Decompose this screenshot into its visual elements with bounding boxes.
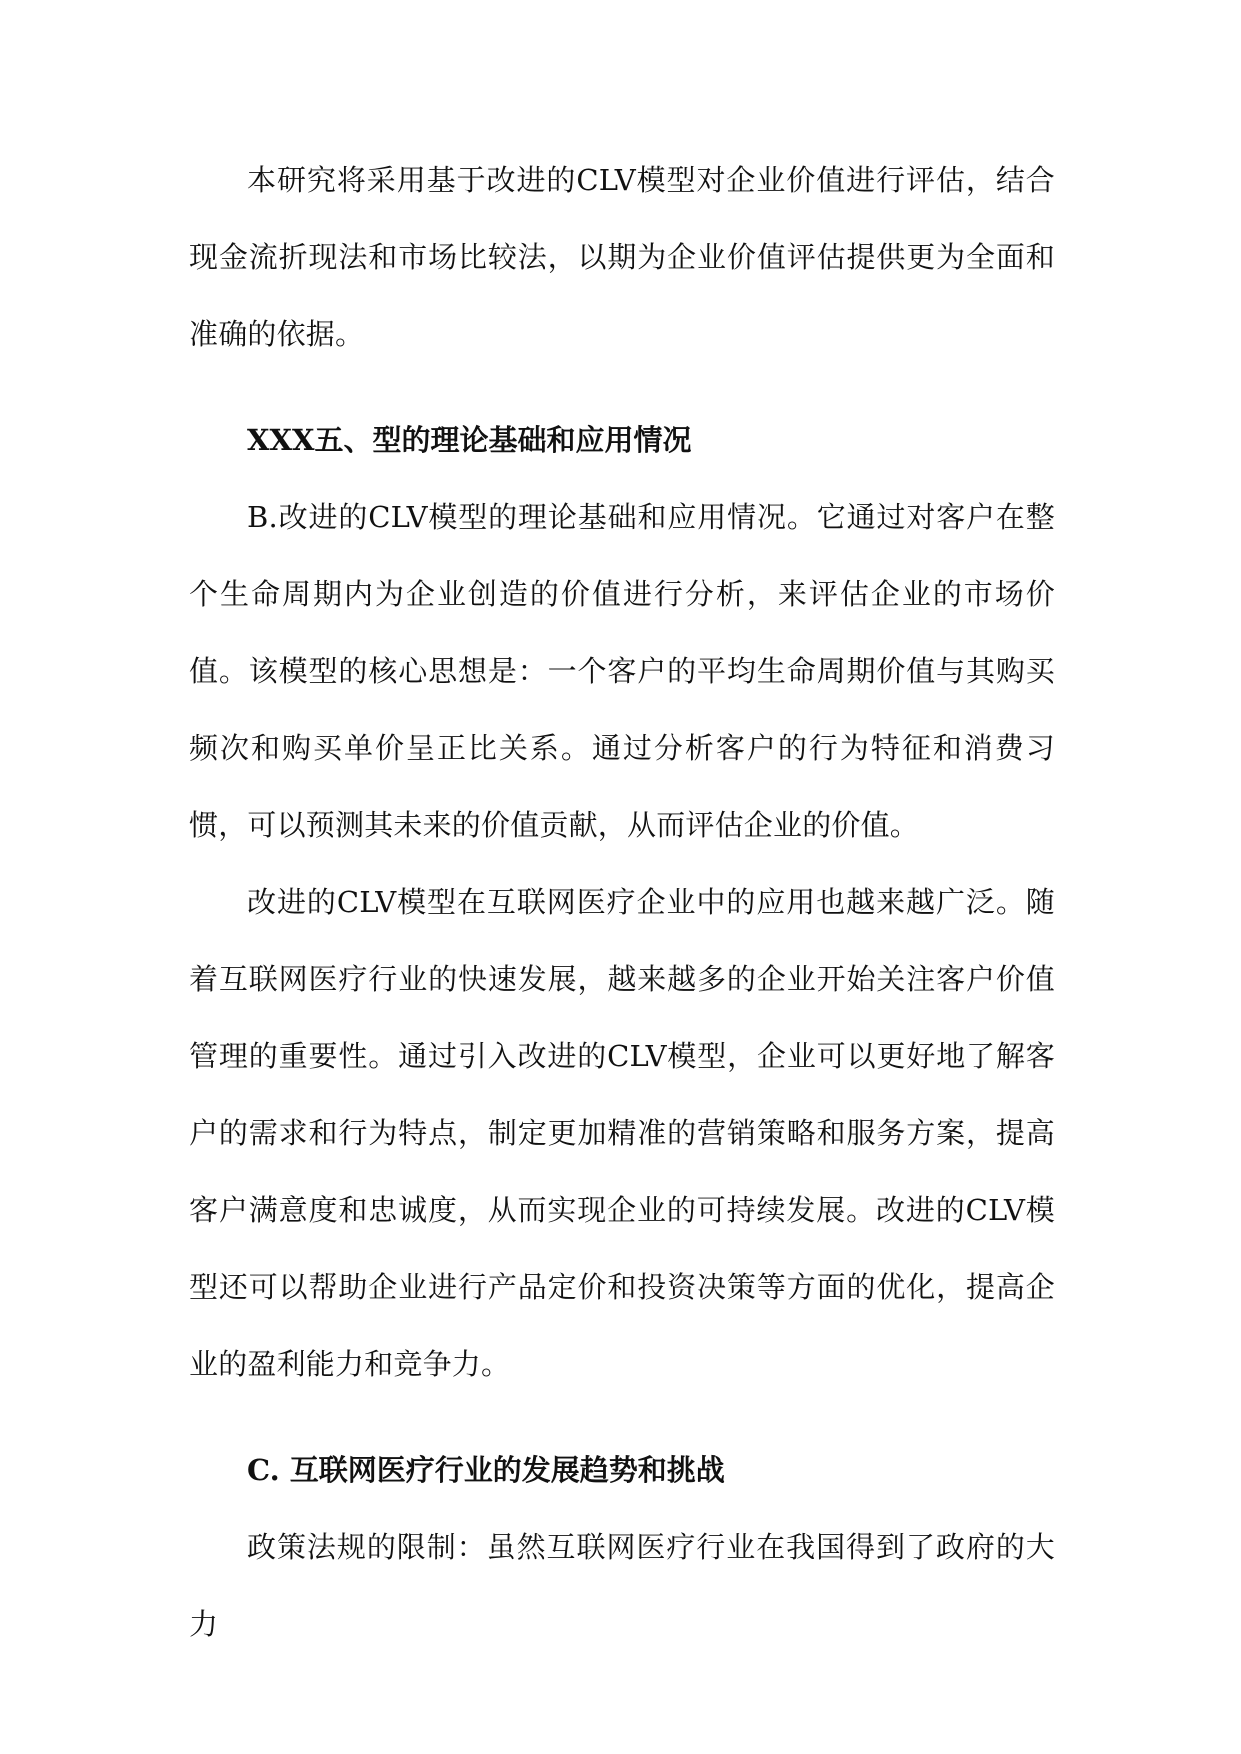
section-heading-theory: XXX五、型的理论基础和应用情况 <box>247 423 692 457</box>
document-body <box>189 142 1055 1663</box>
paragraph-intro: 本研究将采用基于改进的CLV模型对企业价值进行评估，结合现金流折现法和市场比较法，以期为企业价值评估提供更为全面和准确的依据。 <box>189 163 1055 351</box>
paragraph-policy: 政策法规的限制：虽然互联网医疗行业在我国得到了政府的大力 <box>189 1530 1055 1641</box>
paragraph-clv-application: 改进的CLV模型在互联网医疗企业中的应用也越来越广泛。随着互联网医疗行业的快速发展，越来越多的企业开始关注客户价值管理的重要性。通过引入改进的CLV模型，企业可以更好地了解客户的需求和行为特点，制定更加精准的营销策略和服务方案，提高客户满意度和忠诚度，从而实现企业的可持续发展。改进的CLV模型还可以帮助企业进行产品定价和投资决策等方面的优化，提高企业的盈利能力和竞争力。 <box>189 885 1055 1381</box>
paragraph-clv-theory: B.改进的CLV模型的理论基础和应用情况。它通过对客户在整个生命周期内为企业创造的价值进行分析，来评估企业的市场价值。该模型的核心思想是：一个客户的平均生命周期价值与其购买频次和购买单价呈正比关系。通过分析客户的行为特征和消费习惯，可以预测其未来的价值贡献，从而评估企业的价值。 <box>189 500 1055 842</box>
section-heading-trends: C. 互联网医疗行业的发展趋势和挑战 <box>247 1453 725 1487</box>
